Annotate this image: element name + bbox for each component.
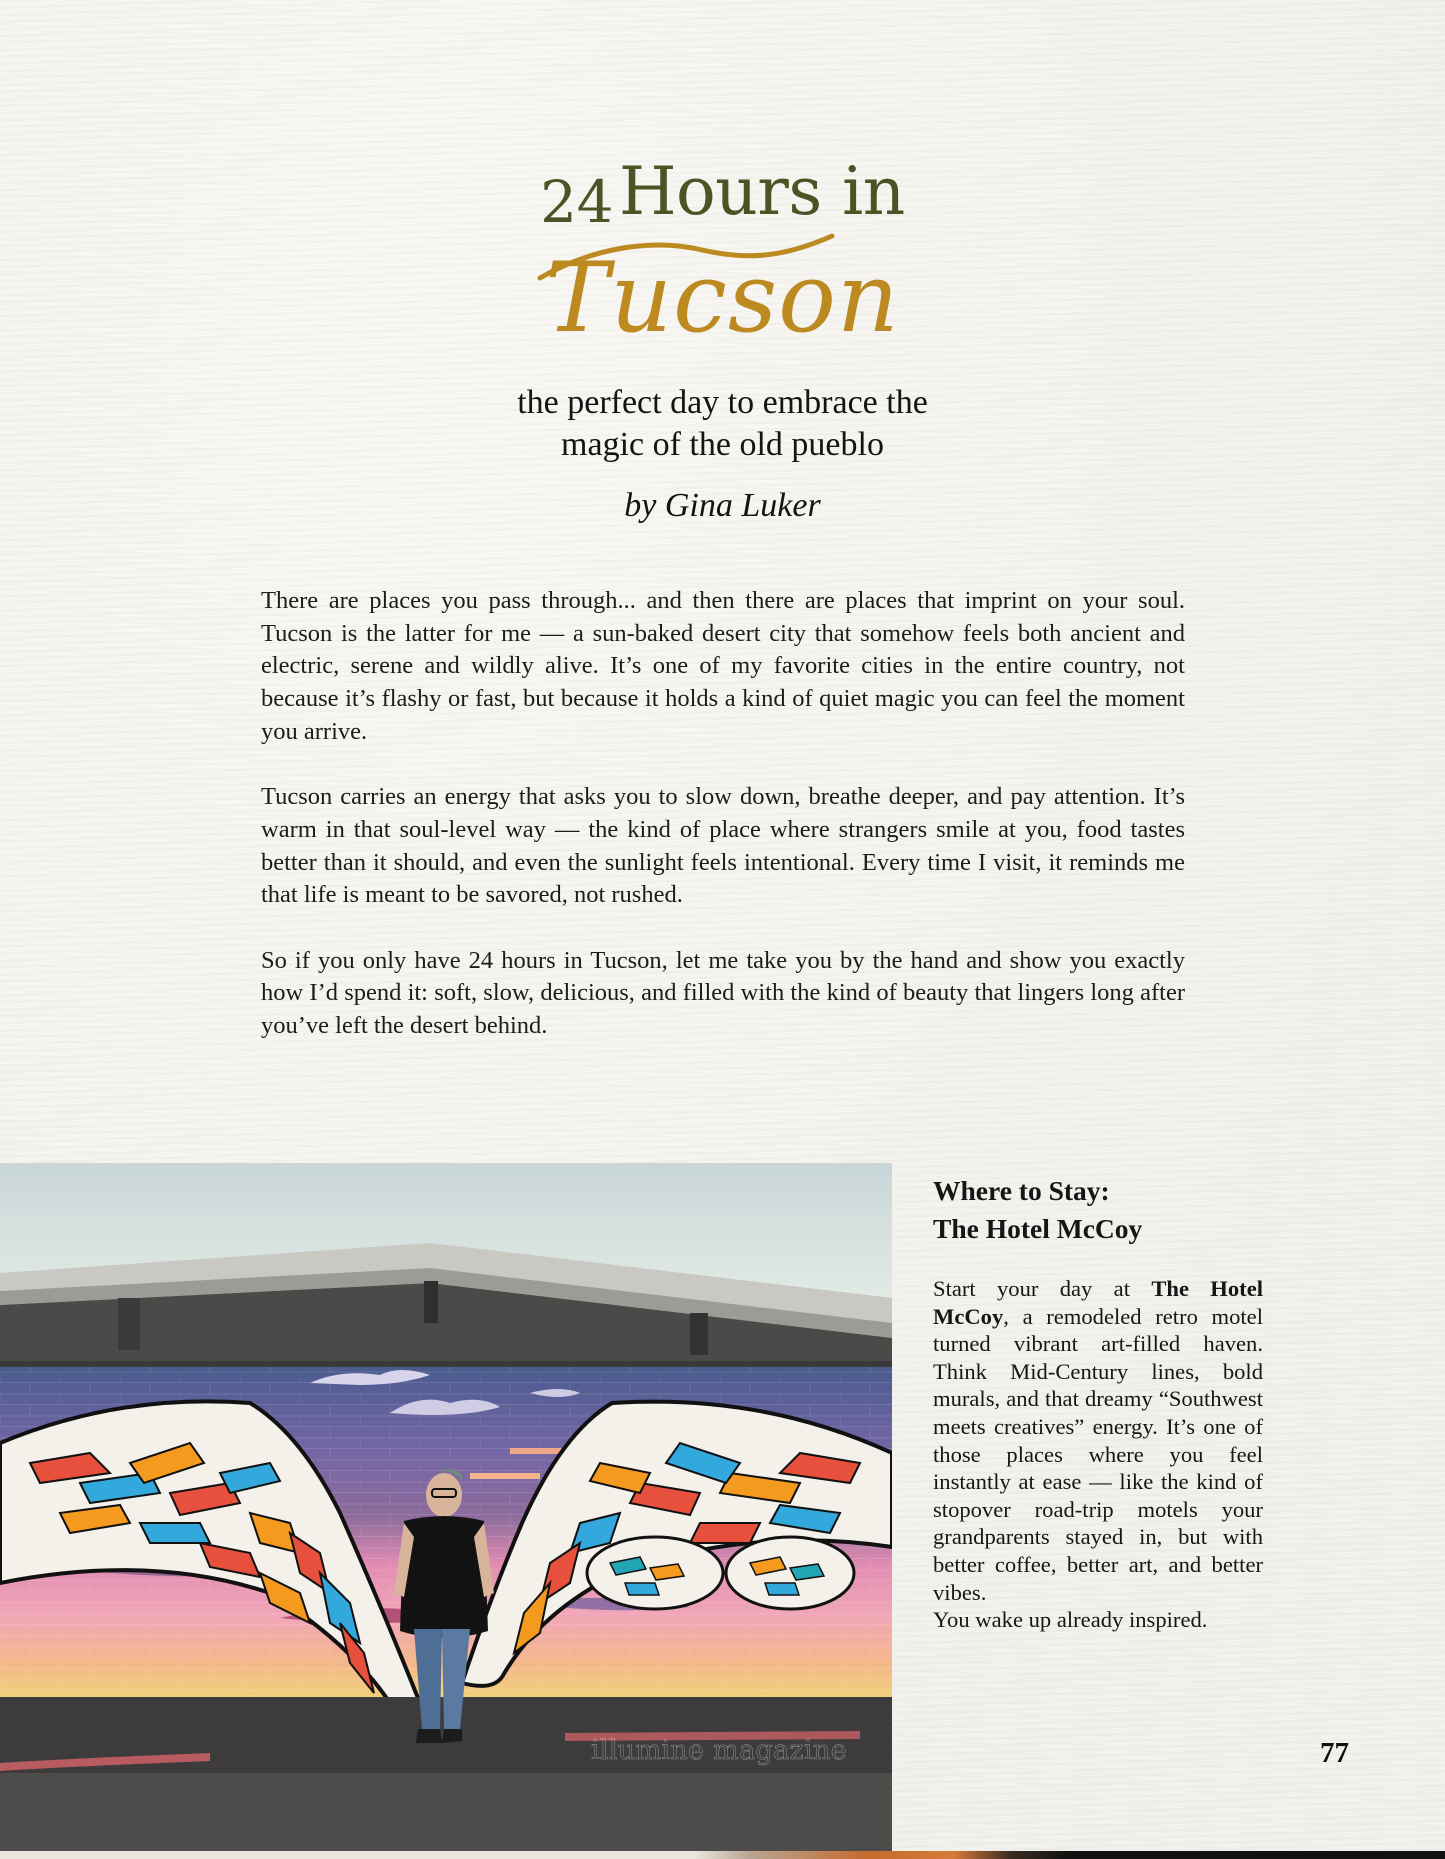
hotel-intro-text: Start your day at <box>933 1276 1152 1301</box>
page-number: 77 <box>1320 1737 1349 1769</box>
title-number: 24 <box>540 168 613 236</box>
title-words: Hours in <box>618 153 905 230</box>
intro-paragraph: Tucson carries an energy that asks you to slow down, breathe deeper, and pay attention. It’s warm in that soul-level way — the kind of place where strangers smile at you, food tastes better than it should, and even the sunlight feels intentional. Every time I visit, it reminds me that life is meant to be savored, not rushed. <box>261 783 1185 909</box>
section-heading-line-1: Where to Stay: <box>933 1175 1110 1206</box>
article-subtitle <box>0 382 1445 466</box>
subtitle-line-2: magic of the old pueblo <box>561 426 884 463</box>
next-page-edge-strip <box>0 1851 1445 1859</box>
hotel-name-bold: The Hotel McCoy <box>933 1276 1263 1329</box>
section-heading-line-2: The Hotel McCoy <box>933 1213 1143 1244</box>
hotel-closing-line: You wake up already inspired. <box>933 1607 1208 1633</box>
intro-paragraph: So if you only have 24 hours in Tucson, let me take you by the hand and show you exactly how I’d spend it: soft, slow, delicious, and filled with the kind of beauty that lingers long after you’ve left the desert behind. <box>261 946 1185 1040</box>
intro-text <box>261 585 1185 1076</box>
section-heading-where-to-stay <box>933 1172 1273 1248</box>
article-title-script: Tucson <box>545 242 900 354</box>
photo-watermark: illumine magazine <box>591 1735 847 1766</box>
author-byline: by Gina Luker <box>624 487 821 524</box>
subtitle-line-1: the perfect day to embrace the <box>517 384 928 421</box>
article-title <box>0 152 1445 234</box>
intro-paragraph: There are places you pass through... and then there are places that imprint on your soul. Tucson is the latter for me — a sun-baked desert city that somehow feels both ancient and electric, serene and wildly alive. It’s one of my favorite cities in the entire country, not because it’s flashy or fast, but because it holds a kind of quiet magic you can feel the moment you arrive. <box>261 587 1185 745</box>
hotel-description-text: , a remodeled retro motel turned vibrant art-filled haven. Think Mid-Century lines, bold murals, and that dreamy “Southwest meets creatives” energy. It’s one of those places where you feel instantly at ease — like the kind of stopover road-trip motels your grandparents stayed in, but with better coffee, better art, and better vibes. <box>933 1303 1263 1605</box>
hotel-description <box>933 1275 1263 1634</box>
